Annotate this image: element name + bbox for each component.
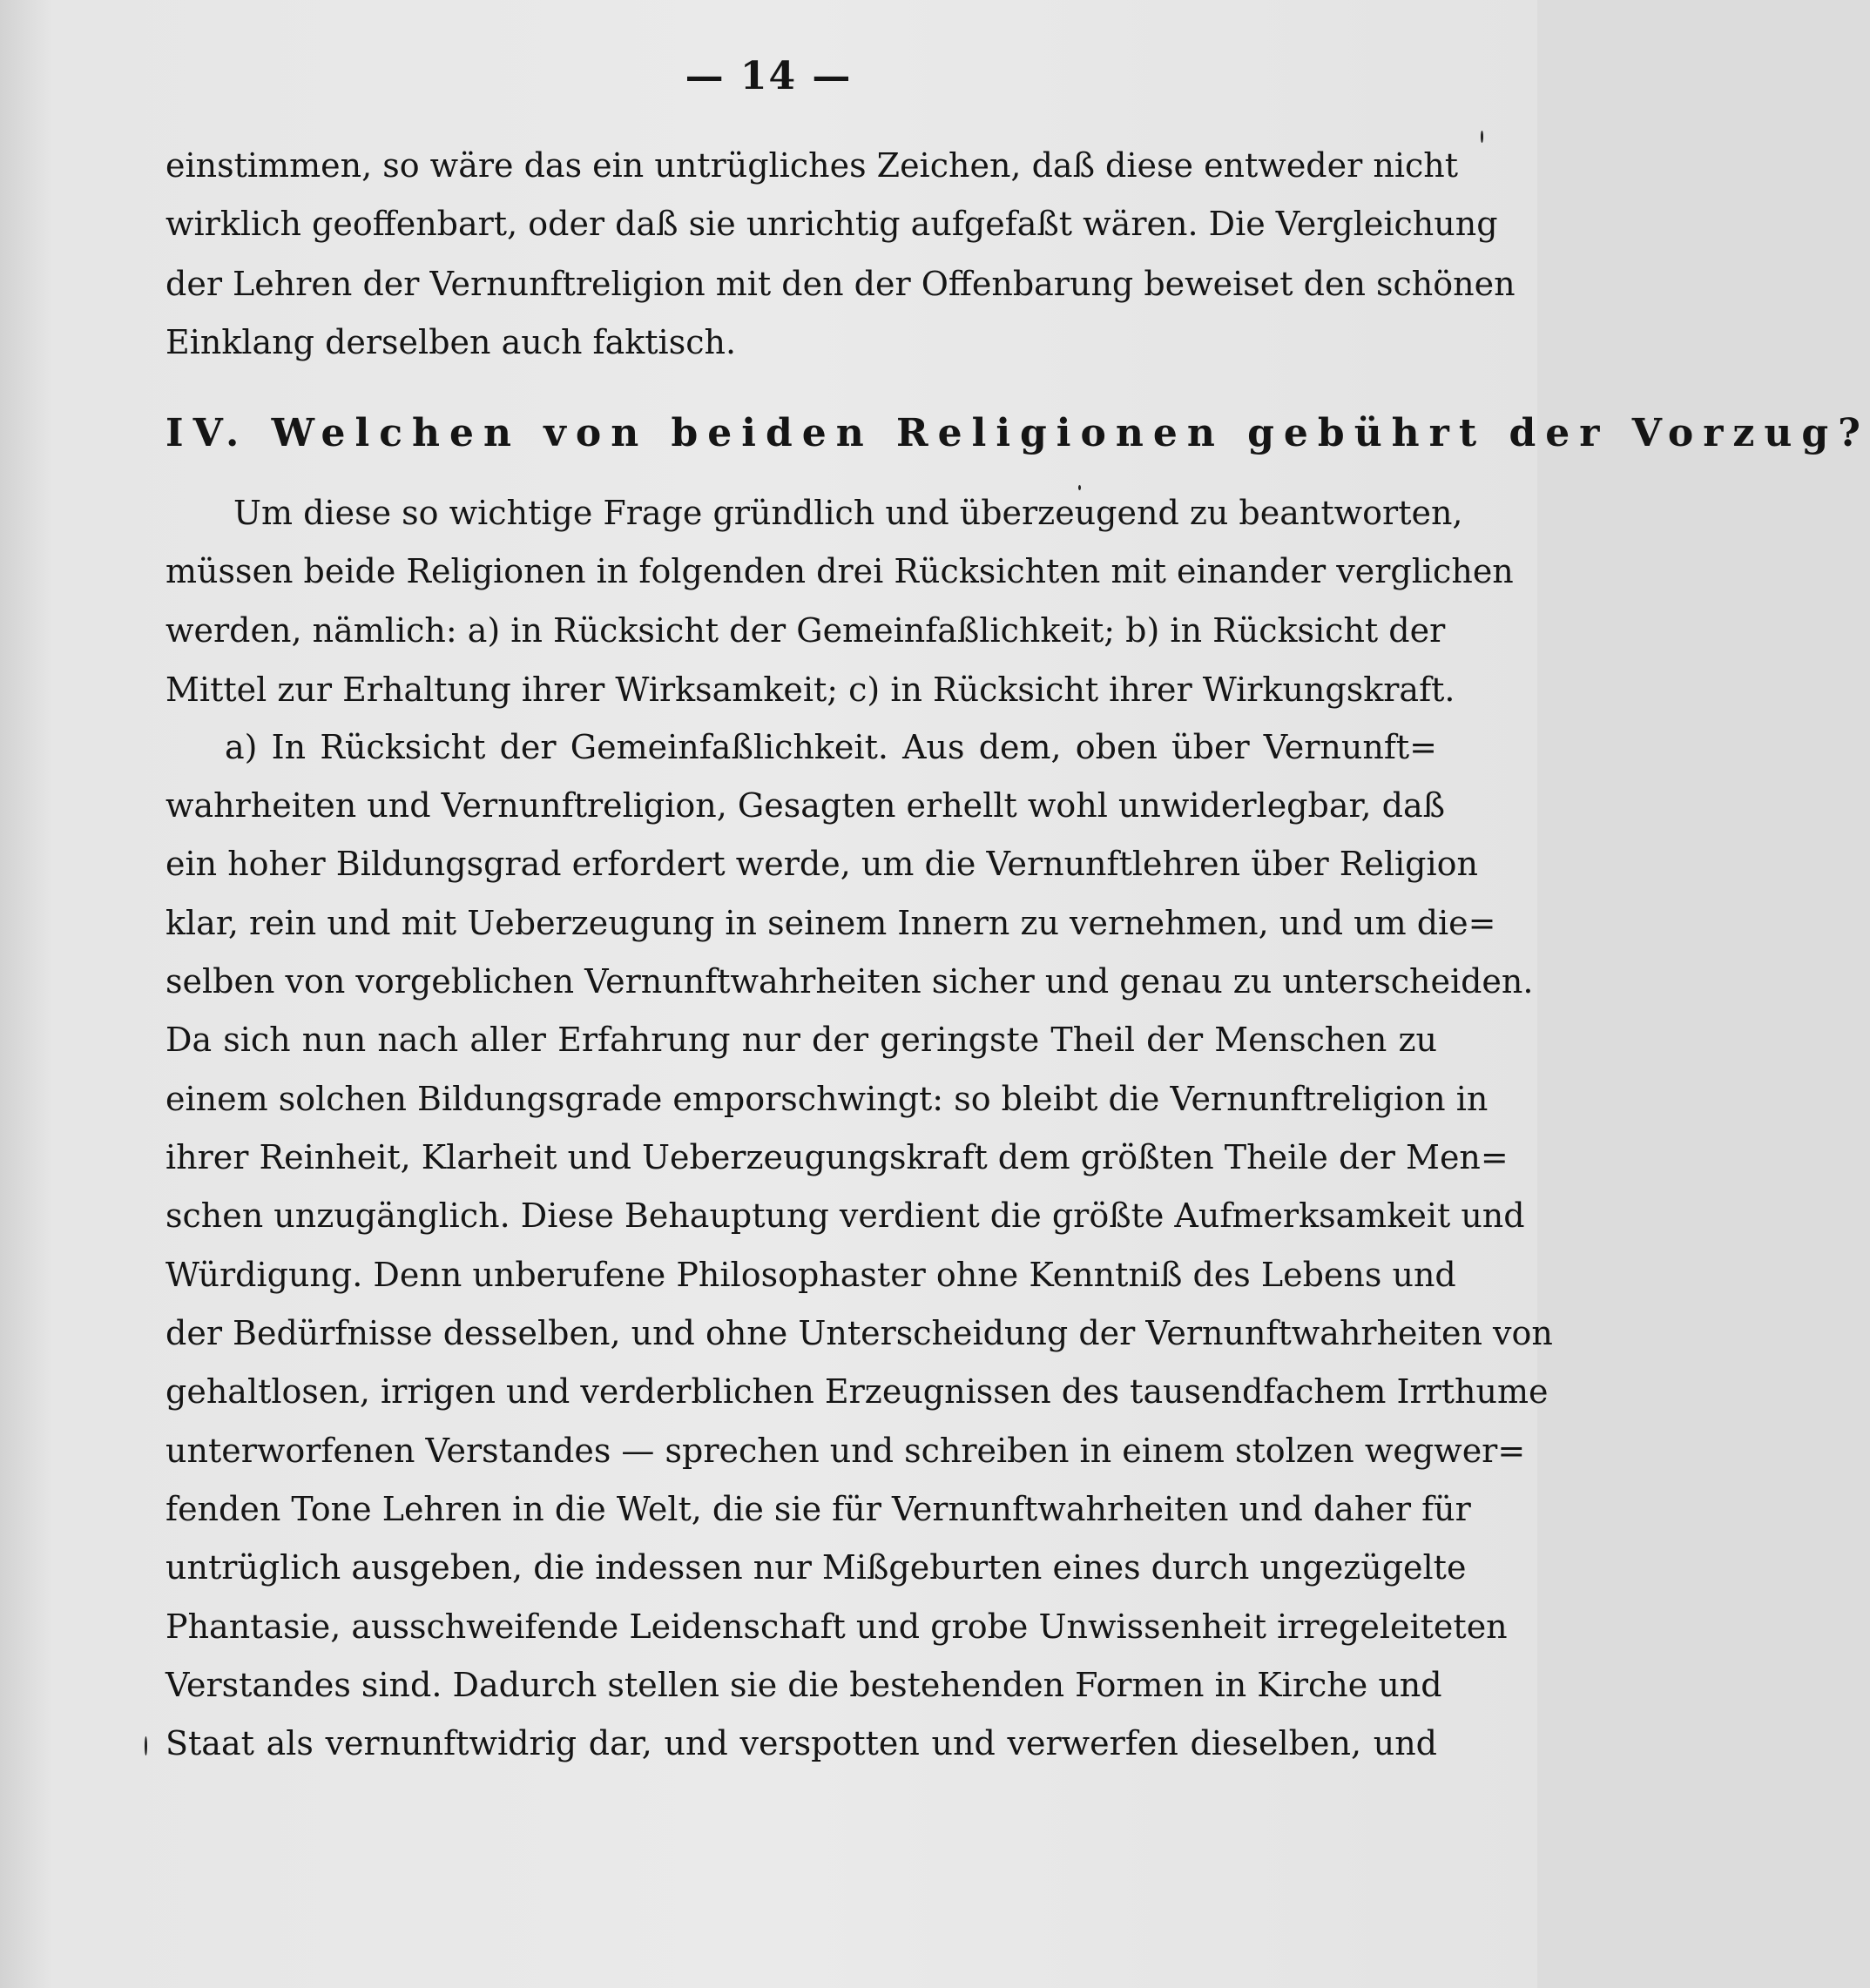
text-line: unterworfenen Verstandes — sprechen und schreiben in einem stolzen wegwer=: [165, 1432, 1526, 1470]
text-line: Verstandes sind. Dadurch stellen sie die bestehenden Formen in Kirche und: [165, 1666, 1442, 1704]
page-number: — 14 —: [685, 54, 853, 98]
text-line: wahrheiten und Vernunftreligion, Gesagten erhellt wohl unwiderlegbar, daß: [165, 786, 1445, 825]
text-line: selben von vorgeblichen Vernunftwahrheiten sicher und genau zu unterscheiden.: [165, 962, 1534, 1001]
text-line: fenden Tone Lehren in die Welt, die sie für Vernunftwahrheiten und daher für: [165, 1490, 1471, 1528]
text-line: werden, nämlich: a) in Rücksicht der Gemeinfaßlichkeit; b) in Rücksicht der: [165, 611, 1446, 650]
text-line: der Bedürfnisse desselben, und ohne Unterscheidung der Vernunftwahrheiten von: [165, 1314, 1553, 1352]
print-speck: [1078, 485, 1081, 490]
text-line: gehaltlosen, irrigen und verderblichen Erzeugnissen des tausendfachem Irrthume: [165, 1372, 1549, 1411]
text-line: Staat als vernunftwidrig dar, und verspotten und verwerfen dieselben, und: [165, 1724, 1437, 1762]
print-speck: [145, 1736, 147, 1756]
print-speck: [1481, 131, 1483, 143]
text-line: schen unzugänglich. Diese Behauptung verdient die größte Aufmerksamkeit und: [165, 1196, 1525, 1235]
section-heading: IV. Welchen von beiden Religionen gebührt der Vorzug?: [165, 411, 1870, 455]
text-line: Da sich nun nach aller Erfahrung nur der geringste Theil der Menschen zu: [165, 1021, 1437, 1059]
text-line: Um diese so wichtige Frage gründlich und überzeugend zu beantworten,: [233, 494, 1463, 532]
text-line: klar, rein und mit Ueberzeugung in seinem Innern zu vernehmen, und um die=: [165, 904, 1496, 942]
text-line: Phantasie, ausschweifende Leidenschaft und grobe Unwissenheit irregeleiteten: [165, 1607, 1508, 1646]
text-line: müssen beide Religionen in folgenden drei Rücksichten mit einander verglichen: [165, 552, 1514, 590]
text-line: wirklich geoffenbart, oder daß sie unrichtig aufgefaßt wären. Die Vergleichung: [165, 205, 1498, 243]
text-line: ihrer Reinheit, Klarheit und Ueberzeugungskraft dem größten Theile der Men=: [165, 1138, 1509, 1176]
text-line: Einklang derselben auch faktisch.: [165, 323, 737, 361]
text-line: untrüglich ausgeben, die indessen nur Mißgeburten eines durch ungezügelte: [165, 1548, 1467, 1587]
text-line: einem solchen Bildungsgrade emporschwingt: so bleibt die Vernunftreligion in: [165, 1080, 1489, 1118]
text-line: der Lehren der Vernunftreligion mit den der Offenbarung beweiset den schönen: [165, 265, 1516, 303]
text-line: einstimmen, so wäre das ein untrügliches Zeichen, daß diese entweder nicht: [165, 146, 1459, 185]
text-line: Mittel zur Erhaltung ihrer Wirksamkeit; c) in Rücksicht ihrer Wirkungskraft.: [165, 671, 1455, 709]
text-line: Würdigung. Denn unberufene Philosophaster ohne Kenntniß des Lebens und: [165, 1256, 1456, 1294]
text-line: ein hoher Bildungsgrad erfordert werde, um die Vernunftlehren über Religion: [165, 845, 1478, 883]
text-line: a) In Rücksicht der Gemeinfaßlichkeit. Aus dem, oben über Vernunft=: [225, 728, 1437, 766]
